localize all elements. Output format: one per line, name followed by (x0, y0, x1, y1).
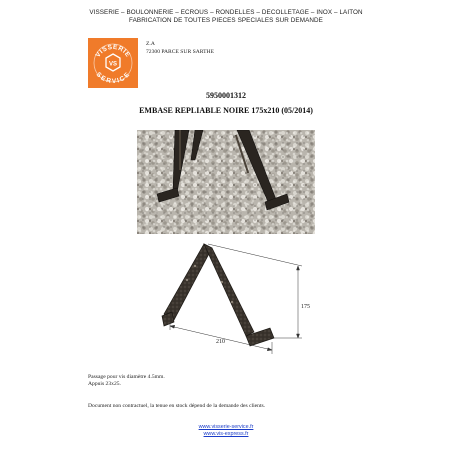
website-link-2[interactable]: www.vis-express.fr (203, 431, 249, 437)
dimension-width-label: 210 (216, 339, 225, 345)
disclaimer-text: Document non contractuel, la tenue en stock dépend de la demande des clients. (88, 403, 266, 409)
header-line-1: VISSERIE – BOULONNERIE – ECROUS – RONDELLES – DECOLLETAGE – INOX – LAITON (89, 9, 363, 16)
product-photo-graphic (137, 130, 315, 234)
logo-monogram: VS (108, 61, 118, 68)
logo-bottom-text: SERVICE (94, 71, 132, 86)
website-link-1[interactable]: www.visserie-service.fr (198, 424, 254, 430)
product-photo (137, 130, 315, 234)
company-logo (88, 38, 138, 88)
note-line-1: Passage pour vis diamètre 4.5mm. (88, 374, 165, 380)
technical-drawing-graphic (160, 238, 320, 368)
note-line-2: Appuis 23x25. (88, 381, 121, 387)
address-line-2: 72300 PARCE SUR SARTHE (146, 49, 214, 55)
logo-top-text: VISSERIE (94, 43, 132, 59)
dimension-height-label: 175 (301, 304, 310, 310)
logo-graphic (88, 38, 138, 88)
product-title: EMBASE REPLIABLE NOIRE 175x210 (05/2014) (139, 106, 313, 115)
technical-drawing (160, 238, 320, 368)
product-reference: 5950001312 (206, 91, 246, 100)
address-line-1: Z.A (146, 41, 155, 47)
header-line-2: FABRICATION DE TOUTES PIECES SPECIALES SUR DEMANDE (129, 17, 323, 24)
